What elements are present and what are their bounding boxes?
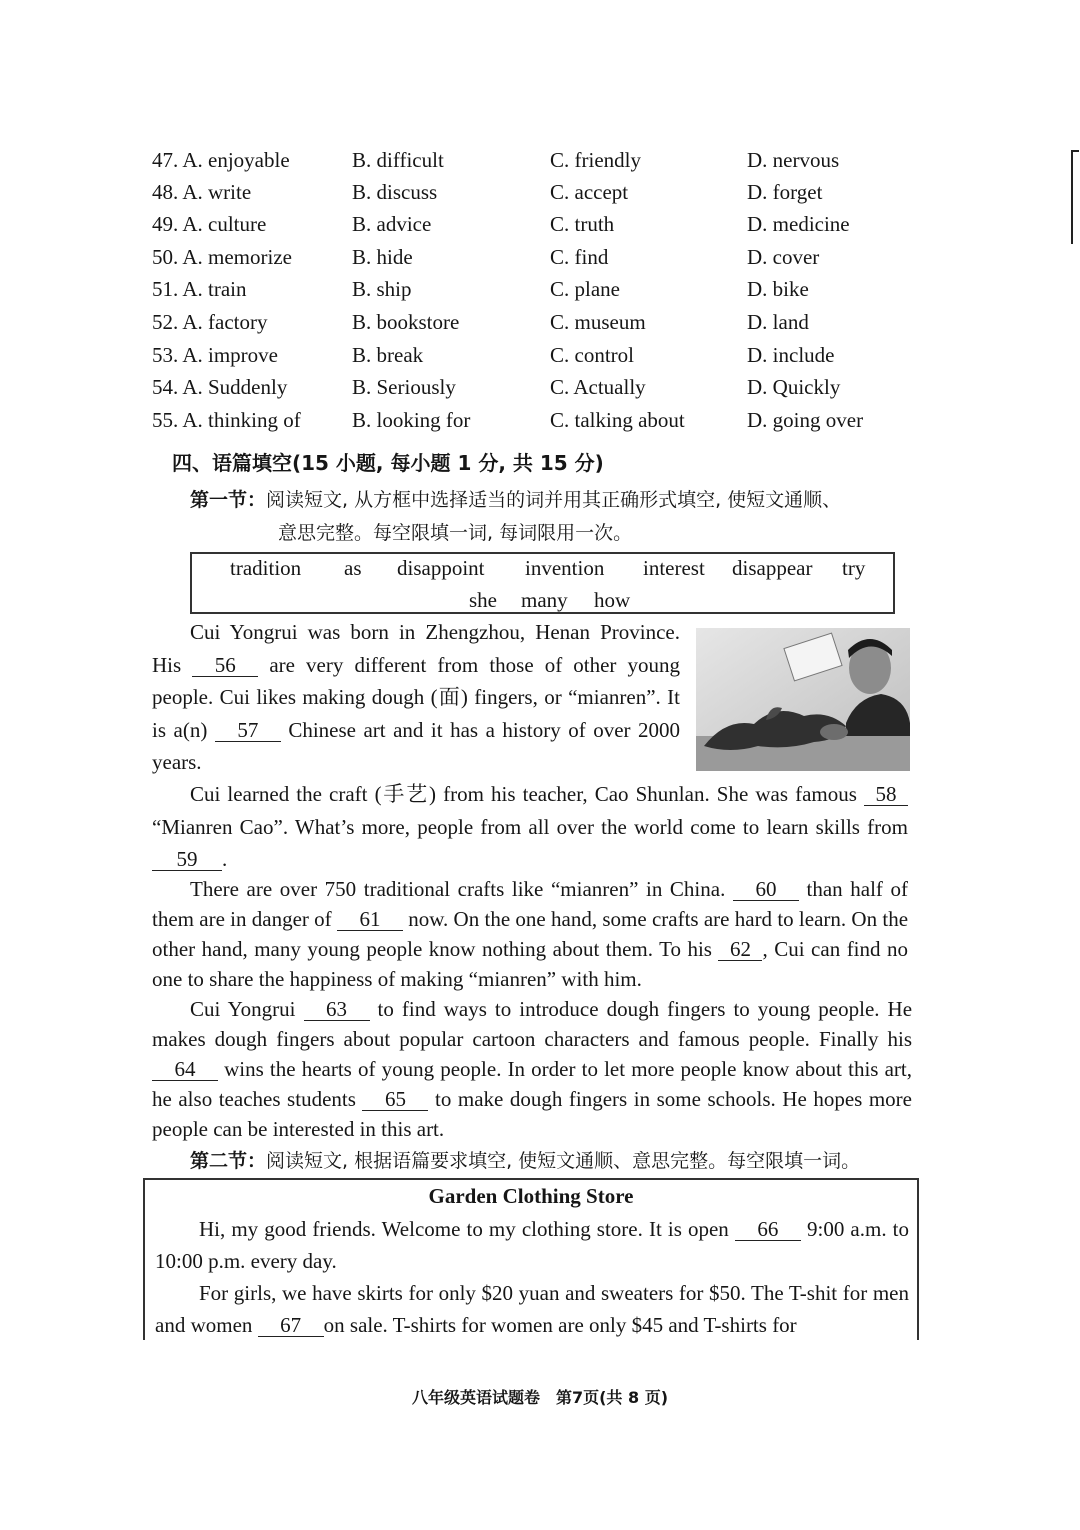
option-c[interactable]: C. control [550,343,634,367]
option-a[interactable]: 52. A. factory [152,310,268,334]
option-row [152,241,932,273]
option-row [152,208,932,240]
option-b[interactable]: B. difficult [352,148,444,172]
blank-60[interactable]: 60 [733,878,799,901]
word-bank [190,552,895,614]
page-footer: 八年级英语试题卷 第7页(共 8 页) [411,1388,669,1407]
option-row [152,371,932,403]
word-bank-item: invention [525,556,605,580]
option-d[interactable]: D. bike [747,277,809,301]
option-a[interactable]: 47. A. enjoyable [152,148,290,172]
part1-instruction-cont: 意思完整。每空限填一词, 每词限用一次。 [278,522,633,544]
blank-59[interactable]: 59 [152,848,222,871]
blank-61[interactable]: 61 [337,908,403,931]
word-bank-item: interest [643,556,705,580]
option-d[interactable]: D. forget [747,180,823,204]
option-b[interactable]: B. ship [352,277,412,301]
store-passage-box [143,1178,919,1340]
option-c[interactable]: C. truth [550,212,615,236]
option-a[interactable]: 48. A. write [152,180,252,204]
page-edge-mark [1071,150,1079,244]
word-bank-item: try [842,556,866,580]
option-c[interactable]: C. talking about [550,408,685,432]
option-d[interactable]: D. nervous [747,148,840,172]
paragraph-1: Cui Yongrui was born in Zhengzhou, Henan Province. His 56 are very different from those of other young people. Cui likes making dough (面) fingers, or “mianren”. It is a(n) 57 Chinese art and it has a history of over 2000 years. [152,620,681,774]
option-a[interactable]: 50. A. memorize [152,245,292,269]
option-c[interactable]: C. find [550,245,609,269]
blank-63[interactable]: 63 [304,998,370,1021]
option-c[interactable]: C. Actually [550,375,646,399]
option-a[interactable]: 49. A. culture [152,212,267,236]
option-b[interactable]: B. advice [352,212,432,236]
part2-instruction: 第二节：阅读短文, 根据语篇要求填空, 使短文通顺、意思完整。每空限填一词。 [190,1150,861,1172]
paragraph-4: Cui Yongrui 63 to find ways to introduce dough fingers to young people. He makes dough fingers about popular cartoon characters and famous people. Finally his 64 wins the hearts of young people. In order to let more people know about this art, he also teaches students 65 to make dough fingers in some schools. He hopes more people can be interested in this art. [152,997,913,1141]
section-title: 四、语篇填空(15 小题, 每小题 1 分, 共 15 分) [172,451,604,475]
option-c[interactable]: C. friendly [550,148,641,172]
option-c[interactable]: C. accept [550,180,629,204]
blank-67[interactable]: 67 [258,1314,324,1337]
option-b[interactable]: B. bookstore [352,310,460,334]
option-row [152,404,932,436]
option-d[interactable]: D. include [747,343,835,367]
part1-instruction: 第一节：阅读短文, 从方框中选择适当的词并用其正确形式填空, 使短文通顺、 [190,489,842,511]
option-c[interactable]: C. plane [550,277,620,301]
blank-62[interactable]: 62 [718,938,762,961]
paragraph-2: Cui learned the craft (手艺) from his teacher, Cao Shunlan. She was famous 58“Mianren Cao”. What’s more, people from all over the world come to learn skills from 59 . [152,782,908,871]
option-row [152,306,932,338]
option-a[interactable]: 51. A. train [152,277,247,301]
word-bank-item: she [469,588,497,612]
option-a[interactable]: 55. A. thinking of [152,408,301,432]
option-d[interactable]: D. medicine [747,212,850,236]
word-bank-item: tradition [230,556,302,580]
option-row [152,144,932,176]
option-b[interactable]: B. hide [352,245,413,269]
option-row [152,273,932,305]
word-bank-item: disappoint [397,556,485,580]
option-row [152,339,932,371]
option-row [152,176,932,208]
option-d[interactable]: D. cover [747,245,820,269]
blank-57[interactable]: 57 [215,719,281,742]
option-a[interactable]: 54. A. Suddenly [152,375,288,399]
word-bank-item: as [344,556,362,580]
word-bank-item: how [594,588,631,612]
store-paragraph-2: For girls, we have skirts for only $20 yuan and sweaters for $50. The T-shit for men and women 67 on sale. T-shirts for women are only $45 and T-shirts for [155,1281,909,1337]
option-b[interactable]: B. break [352,343,424,367]
blank-58[interactable]: 58 [864,783,908,806]
blank-56[interactable]: 56 [192,654,258,677]
option-d[interactable]: D. land [747,310,809,334]
craftsman-photo [696,628,910,771]
paragraph-3: There are over 750 traditional crafts like “mianren” in China. 60 than half of them are in danger of 61 now. On the one hand, some crafts are hard to learn. On the other hand, many young people know nothing about them. To his 62 , Cui can find no one to share the happiness of making “mianren” with him. [152,877,909,991]
option-d[interactable]: D. Quickly [747,375,841,399]
word-bank-item: many [521,588,568,612]
store-paragraph-1: Hi, my good friends. Welcome to my clothing store. It is open 66 9:00 a.m. to 10:00 p.m. every day. [155,1217,909,1273]
word-bank-item: disappear [732,556,813,580]
option-b[interactable]: B. discuss [352,180,438,204]
blank-65[interactable]: 65 [362,1088,428,1111]
option-c[interactable]: C. museum [550,310,646,334]
option-a[interactable]: 53. A. improve [152,343,278,367]
option-b[interactable]: B. Seriously [352,375,456,399]
option-b[interactable]: B. looking for [352,408,471,432]
store-title: Garden Clothing Store [428,1184,634,1208]
blank-64[interactable]: 64 [152,1058,218,1081]
option-d[interactable]: D. going over [747,408,864,432]
blank-66[interactable]: 66 [735,1218,801,1241]
